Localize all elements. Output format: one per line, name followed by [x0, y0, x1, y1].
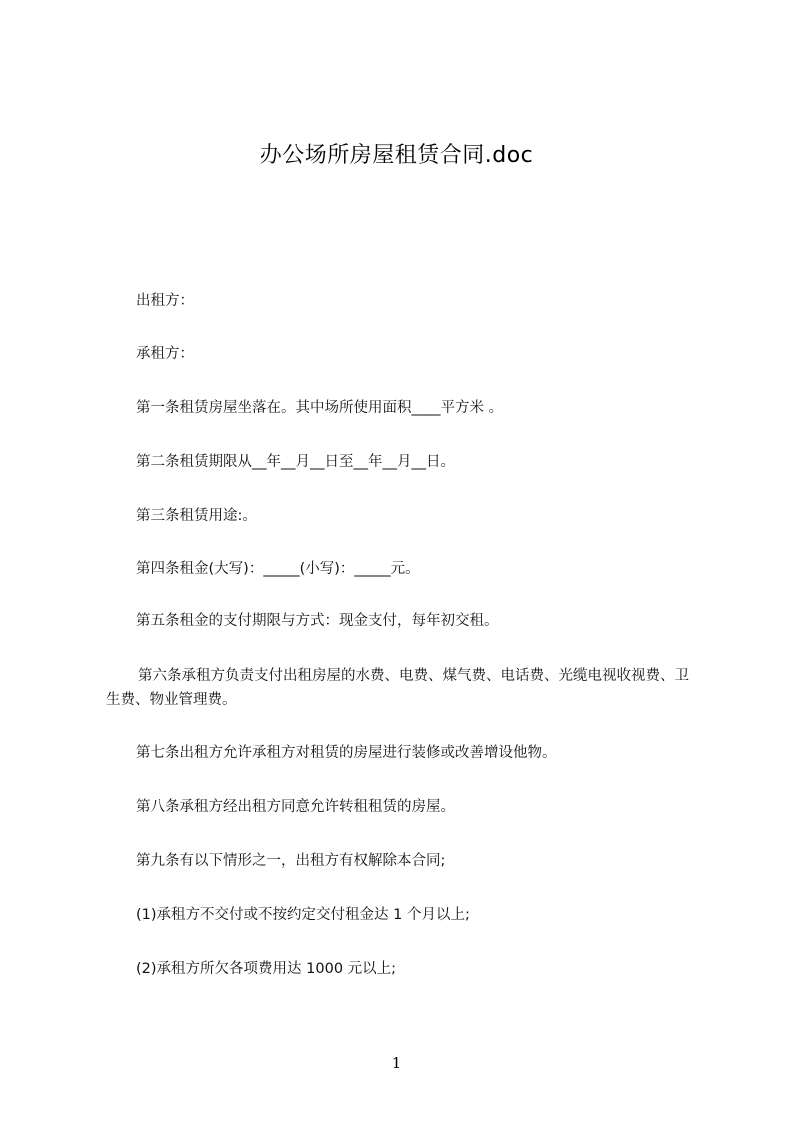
paragraph-article-4: 第四条租金(大写)：_____(小写)：_____元。 [136, 561, 420, 577]
paragraph-article-9: 第九条有以下情形之一，出租方有权解除本合同; [136, 853, 446, 869]
paragraph-lessee: 承租方： [136, 346, 194, 362]
paragraph-article-2: 第二条租赁期限从__年__月__日至__年__月__日。 [136, 454, 455, 470]
paragraph-clause-1: (1)承租方不交付或不按约定交付租金达 1 个月以上; [136, 907, 470, 923]
paragraph-article-6: 第六条承租方负责支付出租房屋的水费、电费、煤气费、电话费、光缆电视收视费、卫生费、物业管理费。 [106, 668, 689, 708]
page-number: 1 [391, 1054, 402, 1072]
paragraph-clause-2: (2)承租方所欠各项费用达 1000 元以上; [136, 961, 397, 977]
paragraph-article-5: 第五条租金的支付期限与方式：现金支付，每年初交租。 [136, 613, 499, 629]
paragraph-lessor: 出租方： [136, 293, 194, 309]
paragraph-article-3: 第三条租赁用途:。 [136, 508, 257, 524]
document-title: 办公场所房屋租赁合同.doc [259, 143, 534, 168]
paragraph-article-7: 第七条出租方允许承租方对租赁的房屋进行装修或改善增设他物。 [136, 745, 557, 761]
paragraph-article-1: 第一条租赁房屋坐落在。其中场所使用面积____平方米 。 [136, 400, 504, 416]
paragraph-article-8: 第八条承租方经出租方同意允许转租租赁的房屋。 [136, 799, 455, 815]
